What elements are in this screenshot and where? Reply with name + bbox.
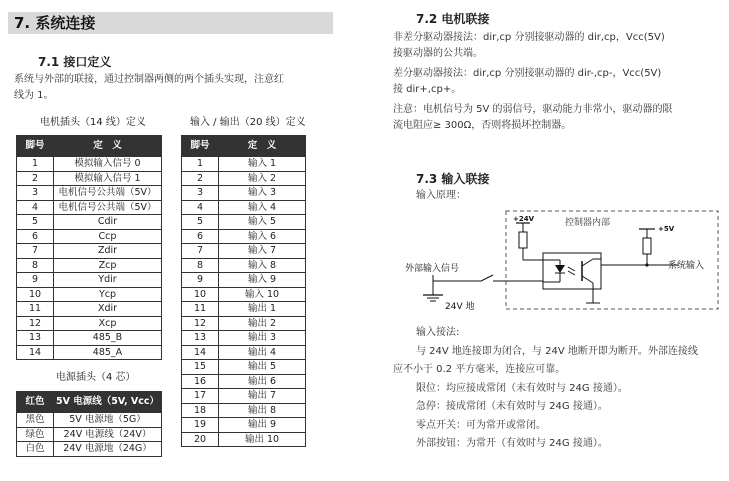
- table-row: [182, 157, 306, 172]
- table-cell-value: 输出 9: [219, 418, 306, 433]
- table-header-row: [17, 392, 162, 413]
- motor-note-line-2: 流电阻应≥ 300Ω，否则将损坏控制器。: [393, 120, 572, 131]
- table-cell-value: 输入 9: [219, 273, 306, 288]
- table-row: [182, 215, 306, 230]
- table-cell-value: Ycp: [54, 287, 162, 302]
- table-cell-key: 5: [17, 215, 54, 230]
- table-cell-key: 1: [17, 157, 54, 172]
- input-circuit-diagram: [393, 205, 728, 320]
- table-cell-key: 白色: [17, 442, 54, 457]
- table-cell-key: 12: [182, 316, 219, 331]
- table-header-pin: 脚号: [17, 136, 54, 157]
- motor-p1-line-1: 非差分驱动器接法：dir,cp 分别接驱动器的 dir,cp，Vcc(5V): [393, 32, 665, 43]
- table-cell-value: 输入 10: [219, 287, 306, 302]
- table-row: [182, 389, 306, 404]
- optocoupler: [543, 253, 601, 289]
- table-cell-key: 14: [17, 345, 54, 360]
- switch-symbol: [481, 275, 493, 281]
- table-row: [182, 345, 306, 360]
- table-cell-key: 15: [182, 360, 219, 375]
- table-cell-value: 输出 1: [219, 302, 306, 317]
- table-cell-key: 8: [182, 258, 219, 273]
- controller-inside-label: 控制器内部: [565, 218, 611, 228]
- table-cell-key: 16: [182, 374, 219, 389]
- table-cell-value: Zdir: [54, 244, 162, 259]
- table-cell-value: 485_B: [54, 331, 162, 346]
- io-table-caption: 输入 / 输出（20 线）定义: [190, 117, 306, 128]
- table-cell-value: 电机信号公共端（5V）: [54, 186, 162, 201]
- power-connector-table: [16, 391, 162, 457]
- table-cell-value: 输入 1: [219, 157, 306, 172]
- table-cell-key: 4: [17, 200, 54, 215]
- table-cell-key: 12: [17, 316, 54, 331]
- table-cell-key: 9: [17, 273, 54, 288]
- table-cell-key: 18: [182, 403, 219, 418]
- table-cell-value: Ccp: [54, 229, 162, 244]
- intro-line-1: 系统与外部的联接，通过控制器两侧的两个插头实现，注意红: [14, 74, 284, 85]
- resistor-24v: [519, 232, 527, 248]
- table-cell-value: 输出 2: [219, 316, 306, 331]
- table-cell-key: 5: [182, 215, 219, 230]
- table-cell-key: 6: [17, 229, 54, 244]
- power-table-caption: 电源插头（4 芯）: [56, 372, 136, 383]
- external-input-label: 外部输入信号: [405, 264, 460, 274]
- motor-pin-table: [16, 135, 162, 360]
- table-cell-key: 9: [182, 273, 219, 288]
- table-row: [17, 316, 162, 331]
- table-cell-value: Ydir: [54, 273, 162, 288]
- table-row: [17, 427, 162, 442]
- sub-title-interface: 7.1 接口定义: [38, 55, 112, 69]
- table-row: [17, 442, 162, 457]
- table-row: [182, 316, 306, 331]
- table-row: [182, 200, 306, 215]
- table-cell-value: 5V 电源地（5G）: [54, 413, 162, 428]
- table-row: [17, 345, 162, 360]
- table-cell-value: 输入 7: [219, 244, 306, 259]
- table-cell-key: 绿色: [17, 427, 54, 442]
- motor-table-caption: 电机插头（14 线）定义: [40, 117, 146, 128]
- motor-connection-title: 7.2 电机联接: [416, 12, 490, 26]
- led-symbol: [555, 265, 565, 273]
- input-principle-label: 输入原理：: [416, 190, 466, 201]
- ground-24v-label: 24V 地: [445, 302, 475, 312]
- table-row: [182, 302, 306, 317]
- table-row: [17, 302, 162, 317]
- table-row: [182, 374, 306, 389]
- plus-24v-label: +24V: [513, 215, 535, 223]
- table-cell-value: 输出 5: [219, 360, 306, 375]
- table-cell-key: 11: [182, 302, 219, 317]
- table-row: [182, 244, 306, 259]
- table-cell-key: 黑色: [17, 413, 54, 428]
- table-row: [182, 229, 306, 244]
- table-cell-value: 输入 4: [219, 200, 306, 215]
- table-cell-value: 输入 5: [219, 215, 306, 230]
- table-row: [182, 403, 306, 418]
- table-cell-key: 13: [17, 331, 54, 346]
- table-cell-value: 电机信号公共端（5V）: [54, 200, 162, 215]
- table-header-row: [182, 136, 306, 157]
- table-row: [17, 287, 162, 302]
- table-cell-value: 24V 电源线（24V）: [54, 427, 162, 442]
- intro-paragraph: [14, 72, 336, 104]
- table-cell-value: Xdir: [54, 302, 162, 317]
- table-row: [182, 331, 306, 346]
- intro-line-2: 线为 1。: [14, 90, 54, 101]
- input-wiring-text: [393, 324, 723, 454]
- table-row: [17, 157, 162, 172]
- motor-p2-line-1: 差分驱动器接法：dir,cp 分别接驱动器的 dir-,cp-，Vcc(5V): [393, 68, 662, 79]
- motor-p1-line-2: 接驱动器的公共端。: [393, 48, 483, 59]
- table-cell-value: 485_A: [54, 345, 162, 360]
- table-cell-value: Zcp: [54, 258, 162, 273]
- table-row: [17, 273, 162, 288]
- section-title: 7. 系统连接: [14, 14, 96, 32]
- table-row: [17, 200, 162, 215]
- table-cell-value: 输入 8: [219, 258, 306, 273]
- table-cell-value: 模拟输入信号 1: [54, 171, 162, 186]
- table-cell-key: 20: [182, 432, 219, 447]
- table-cell-value: 输出 3: [219, 331, 306, 346]
- table-row: [182, 287, 306, 302]
- io-pin-table: [181, 135, 306, 447]
- motor-connection-text: [393, 30, 723, 134]
- table-cell-value: 输入 3: [219, 186, 306, 201]
- system-input-label: 系统输入: [668, 261, 705, 271]
- table-row: [17, 331, 162, 346]
- table-cell-key: 1: [182, 157, 219, 172]
- table-header-row: [17, 136, 162, 157]
- table-header-definition: 定 义: [54, 136, 162, 157]
- table-row: [17, 229, 162, 244]
- table-cell-key: 13: [182, 331, 219, 346]
- table-row: [182, 258, 306, 273]
- motor-note-line-1: 注意：电机信号为 5V 的弱信号，驱动能力非常小，驱动器的限: [393, 104, 673, 115]
- table-cell-value: Cdir: [54, 215, 162, 230]
- table-cell-key: 6: [182, 229, 219, 244]
- wiring-line-4: 急停：接成常闭（未有效时与 24G 接通）。: [416, 401, 608, 412]
- table-row: [182, 171, 306, 186]
- table-row: [17, 186, 162, 201]
- table-row: [17, 413, 162, 428]
- table-cell-value: 输出 7: [219, 389, 306, 404]
- table-row: [182, 432, 306, 447]
- table-cell-key: 7: [182, 244, 219, 259]
- table-row: [17, 215, 162, 230]
- wiring-line-2: 应不小于 0.2 平方毫米，连接应可靠。: [393, 364, 566, 375]
- plus-5v-label: +5V: [658, 225, 675, 233]
- wiring-line-1: 与 24V 地连接即为闭合，与 24V 地断开即为断开。外部连接线: [416, 345, 698, 357]
- table-cell-value: 输入 2: [219, 171, 306, 186]
- table-row: [182, 273, 306, 288]
- table-cell-key: 19: [182, 418, 219, 433]
- table-header-definition: 定 义: [219, 136, 306, 157]
- table-cell-key: 11: [17, 302, 54, 317]
- motor-p2-line-2: 接 dir+,cp+。: [393, 84, 462, 95]
- table-cell-key: 2: [17, 171, 54, 186]
- input-wiring-label: 输入接法:: [416, 327, 460, 338]
- table-cell-key: 4: [182, 200, 219, 215]
- table-cell-value: 输入 6: [219, 229, 306, 244]
- table-cell-key: 17: [182, 389, 219, 404]
- table-cell-value: 24V 电源地（24G）: [54, 442, 162, 457]
- resistor-5v: [643, 238, 651, 254]
- table-cell-key: 3: [17, 186, 54, 201]
- table-cell-key: 8: [17, 258, 54, 273]
- table-cell-value: Xcp: [54, 316, 162, 331]
- table-row: [17, 244, 162, 259]
- table-row: [182, 360, 306, 375]
- table-cell-value: 输出 10: [219, 432, 306, 447]
- table-row: [182, 418, 306, 433]
- table-header-color: 红色: [17, 392, 54, 413]
- table-cell-value: 输出 6: [219, 374, 306, 389]
- table-cell-value: 模拟输入信号 0: [54, 157, 162, 172]
- table-cell-key: 10: [17, 287, 54, 302]
- table-header-definition: 5V 电源线（5V, Vcc）: [54, 392, 162, 413]
- wiring-line-3: 限位：均应接成常闭（未有效时与 24G 接通）。: [416, 382, 628, 394]
- table-row: [17, 258, 162, 273]
- table-cell-key: 7: [17, 244, 54, 259]
- table-row: [17, 171, 162, 186]
- table-cell-value: 输出 4: [219, 345, 306, 360]
- table-cell-key: 10: [182, 287, 219, 302]
- table-cell-key: 2: [182, 171, 219, 186]
- input-connection-title: 7.3 输入联接: [416, 172, 490, 186]
- table-row: [182, 186, 306, 201]
- wiring-line-5: 零点开关：可为常开或常闭。: [416, 419, 546, 431]
- table-cell-key: 3: [182, 186, 219, 201]
- table-header-pin: 脚号: [182, 136, 219, 157]
- table-cell-key: 14: [182, 345, 219, 360]
- wiring-line-6: 外部按钮：为常开（有效时与 24G 接通）。: [416, 438, 608, 449]
- table-cell-value: 输出 8: [219, 403, 306, 418]
